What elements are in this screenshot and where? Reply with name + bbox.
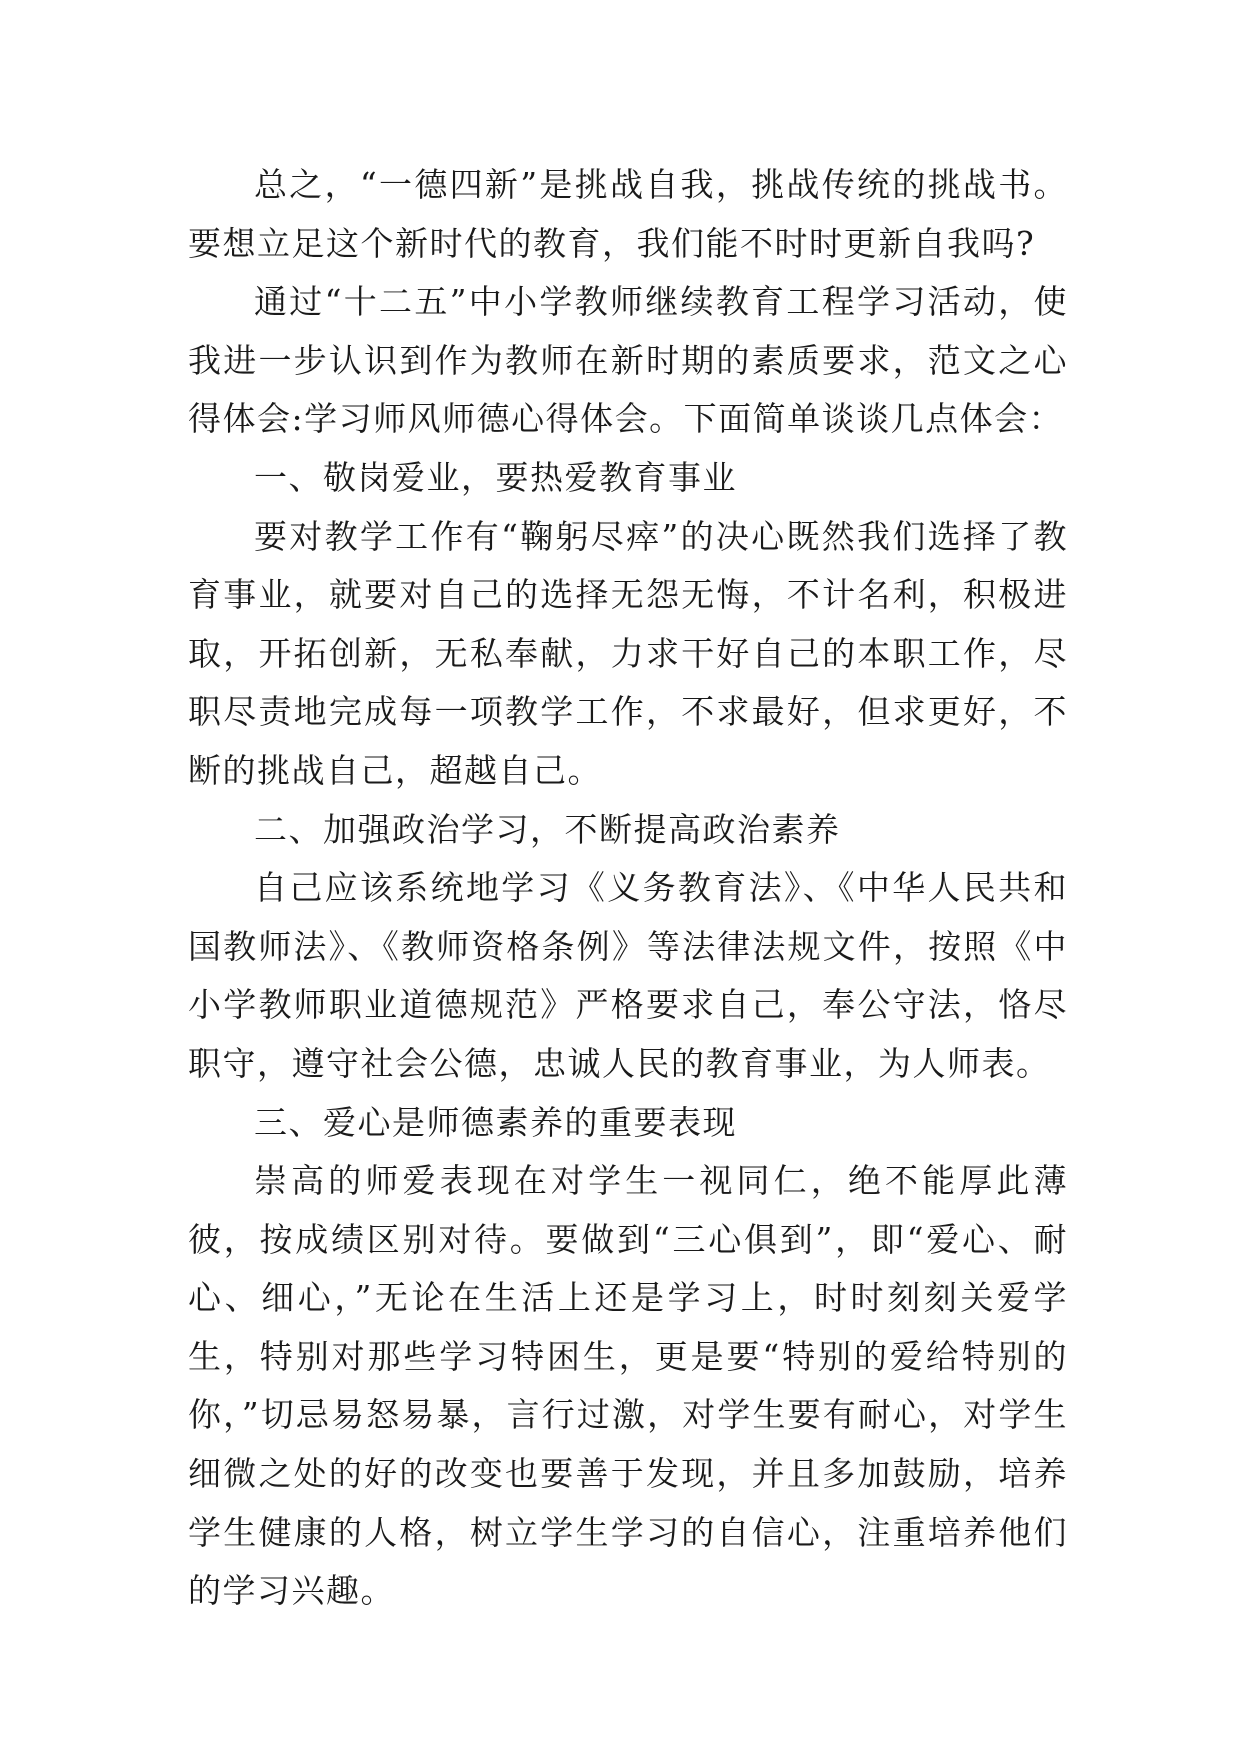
paragraph-intro: 通过“十二五”中小学教师继续教育工程学习活动，使我进一步认识到作为教师在新时期的素质要求，范文之心得体会:学习师风师德心得体会。下面简单谈谈几点体会： [188,282,1068,439]
paragraph-section-2: 自己应该系统地学习《义务教育法》、《中华人民共和国教师法》、《教师资格条例》等法律法规文件，按照《中小学教师职业道德规范》严格要求自己，奉公守法，恪尽职守，遵守社会公德，忠诚人民的教育事业，为人师表。 [188,868,1068,1083]
section-heading-3: 三、爱心是师德素养的重要表现 [254,1102,737,1142]
document-body [188,156,1068,1621]
section-heading-1: 一、敬岗爱业，要热爱教育事业 [254,457,737,497]
paragraph-section-3: 崇高的师爱表现在对学生一视同仁，绝不能厚此薄彼，按成绩区别对待。要做到“三心俱到”，即“爱心、耐心、细心，”无论在生活上还是学习上，时时刻刻关爱学生，特别对那些学习特困生，更是要“特别的爱给特别的你，”切忌易怒易暴，言行过激，对学生要有耐心，对学生细微之处的好的改变也要善于发现，并且多加鼓励，培养学生健康的人格，树立学生学习的自信心，注重培养他们的学习兴趣。 [188,1161,1068,1611]
paragraph-section-1: 要对教学工作有“鞠躬尽瘁”的决心既然我们选择了教育事业，就要对自己的选择无怨无悔，不计名利，积极进取，开拓创新，无私奉献，力求干好自己的本职工作，尽职尽责地完成每一项教学工作，不求最好，但求更好，不断的挑战自己，超越自己。 [188,516,1068,790]
paragraph-conclusion: 总之，“一德四新”是挑战自我，挑战传统的挑战书。要想立足这个新时代的教育，我们能不时时更新自我吗? [188,165,1068,263]
section-heading-2: 二、加强政治学习，不断提高政治素养 [254,809,841,849]
